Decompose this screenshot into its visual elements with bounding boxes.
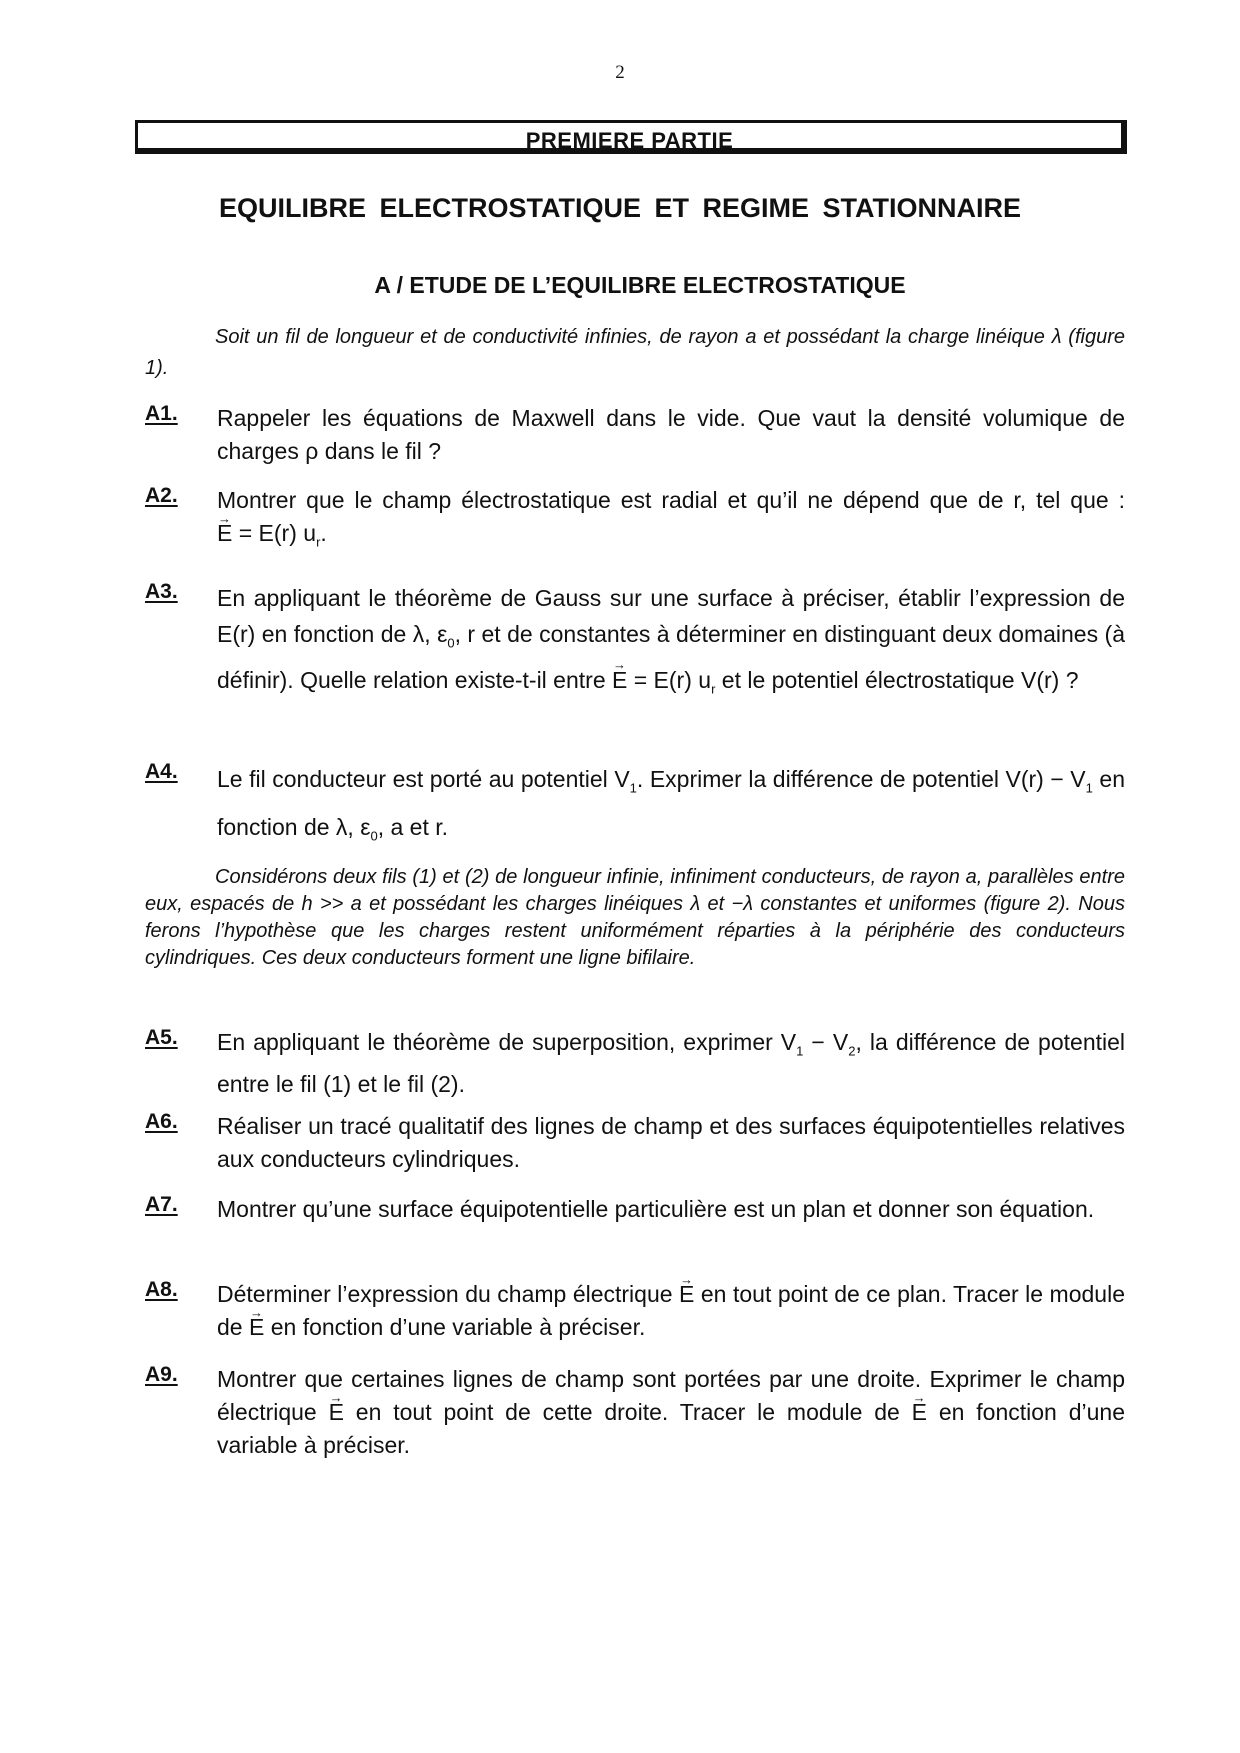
question-a3 [145,580,1125,707]
question-text: Rappeler les équations de Maxwell dans le vide. Que vaut la densité volumique de charges ρ dans le fil ? [217,405,1125,464]
formula-e-field [612,662,711,698]
text-segment: en fonction de λ, ε [217,766,1125,840]
question-a5 [145,1026,1125,1101]
vector-e: → E [249,1311,264,1344]
question-label: A1. [145,402,178,425]
subscript: r [316,534,321,550]
question-a4 [145,760,1125,855]
text-segment: en fonction d’une variable à préciser. [264,1314,646,1340]
subscript: 1 [1085,780,1093,796]
question-label: A5. [145,1026,178,1049]
question-a1 [145,402,1125,468]
question-a2 [145,484,1125,559]
subscript: 0 [370,828,378,844]
text-segment: Le fil conducteur est porté au potentiel V [217,766,630,792]
text-segment: . [320,520,327,546]
subscript: 1 [796,1043,804,1059]
question-label: A4. [145,760,178,783]
text-segment: , r et de constantes à déterminer en distinguant deux domaines (à définir). Quelle relation existe-t-il entre [217,621,1125,693]
intro-paragraph-2 [145,864,1125,972]
question-label: A6. [145,1110,178,1133]
main-title: EQUILIBRE ELECTROSTATIQUE ET REGIME STATIONNAIRE [218,193,1022,223]
question-text [217,484,1125,559]
text-segment: Montrer que certaines lignes de champ sont portées par une droite. Exprimer le champ électrique [217,1366,1125,1425]
part-title: PREMIERE PARTIE [525,128,734,153]
text-segment: Montrer que le champ électrostatique est radial et qu’il ne dépend que de r, tel que : [217,487,1125,513]
intro-1-text: Soit un fil de longueur et de conductivité infinies, de rayon a et possédant la charge linéique λ (figure 1). [145,326,1125,379]
intro-2-text: Considérons deux fils (1) et (2) de longueur infinie, infiniment conducteurs, de rayon a, parallèles entre eux, espacés de h >> a et possédant les charges linéiques λ et −λ constantes et uniformes (figure 2). Nous ferons l’hypothèse que les charges restent uniformément réparties à la périphérie des conducteurs cylindriques. Ces deux conducteurs forment une ligne bifilaire. [145,866,1125,969]
text-segment: , a et r. [377,813,449,840]
question-label: A3. [145,580,178,603]
question-a9 [145,1363,1125,1462]
part-banner [135,120,1127,154]
question-a7 [145,1193,1125,1226]
formula-e-field [217,517,316,550]
text-segment: en tout point de cette droite. Tracer le module de [343,1399,912,1425]
text-segment: En appliquant le théorème de superposition, exprimer V [217,1029,797,1055]
question-label: A8. [145,1278,178,1301]
page-number: 2 [615,62,625,83]
formula-text: E = E(r) u [217,520,317,546]
question-text [217,1026,1125,1101]
intro-paragraph-1 [145,322,1125,384]
subscript: 2 [848,1043,856,1059]
formula-text: E = E(r) u [612,666,712,693]
text-segment: et le potentiel électrostatique V(r) ? [715,666,1079,693]
question-label: A7. [145,1193,178,1216]
vector-e: → E [329,1396,344,1429]
vector-e: → E [912,1396,927,1429]
text-segment: en tout point de ce plan. Tracer le module de [217,1281,1125,1340]
text-segment: En appliquant le théorème de Gauss sur une surface à préciser, établir l’expression de E(r) en fonction de λ, ε [217,585,1125,647]
question-text: Réaliser un tracé qualitatif des lignes de champ et des surfaces équipotentielles relatives aux conducteurs cylindriques. [217,1113,1125,1172]
question-label: A2. [145,484,178,507]
subscript: 1 [629,780,637,796]
question-label: A9. [145,1363,178,1386]
section-title: A / ETUDE DE L’EQUILIBRE ELECTROSTATIQUE [374,272,906,298]
text-segment: , la différence de potentiel entre le fil (1) et le fil (2). [217,1029,1126,1097]
text-segment: . Exprimer la différence de potentiel V(r) − V [636,766,1086,792]
text-segment: Déterminer l’expression du champ électrique [217,1281,680,1307]
question-text [217,1363,1125,1462]
question-text: Montrer qu’une surface équipotentielle particulière est un plan et donner son équation. [217,1196,1095,1222]
question-text [217,580,1125,707]
question-a6 [145,1110,1125,1176]
question-text [217,760,1125,855]
vector-e: → E [679,1278,694,1311]
question-text [217,1278,1125,1344]
subscript: 0 [447,635,455,651]
subscript: r [711,681,716,697]
question-a8 [145,1278,1125,1344]
text-segment: − V [803,1029,849,1055]
text-segment: en fonction d’une variable à préciser. [217,1399,1125,1458]
